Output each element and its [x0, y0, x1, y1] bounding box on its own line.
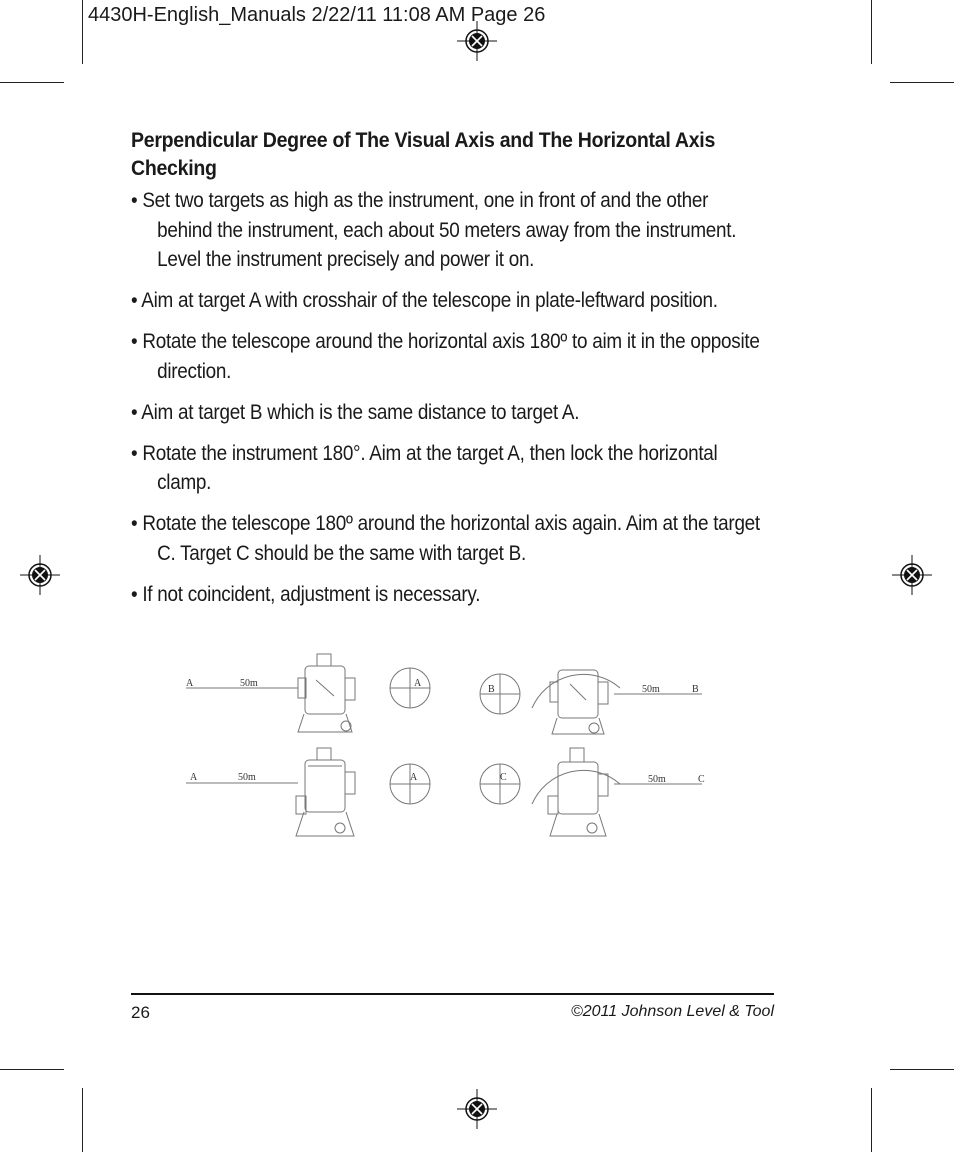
- instrument-illustration: [296, 748, 355, 836]
- crop-mark: [890, 1069, 954, 1070]
- list-item: • Aim at target A with crosshair of the telescope in plate-leftward position.: [131, 289, 718, 312]
- instruction-list: [131, 186, 761, 621]
- list-item: • Rotate the instrument 180°. Aim at the target A, then lock the horizontal clamp.: [131, 441, 718, 494]
- list-item: • Set two targets as high as the instrument, one in front of and the other behind the instrument, each about 50 meters away from the instrument. Level the instrument precisely and power it on.: [131, 189, 737, 271]
- reticle-label: B: [488, 684, 495, 695]
- crop-mark: [0, 82, 64, 83]
- page-number: 26: [131, 1003, 150, 1022]
- footer-rule: [131, 993, 774, 995]
- copyright-notice: ©2011 Johnson Level & Tool: [570, 1003, 774, 1020]
- instrument-illustration: [548, 748, 608, 836]
- crop-mark: [82, 0, 83, 64]
- crop-mark: [0, 1069, 64, 1070]
- list-item: • If not coincident, adjustment is necessary.: [131, 582, 481, 606]
- reticle-label: C: [500, 772, 507, 783]
- reticle-label: A: [414, 678, 422, 689]
- instrument-illustration: [298, 654, 355, 732]
- list-item: • Rotate the telescope around the horizontal axis 180º to aim it in the opposite direction.: [131, 330, 760, 383]
- list-item: • Aim at target B which is the same distance to target A.: [131, 400, 580, 424]
- crop-mark: [871, 0, 872, 64]
- target-label: C: [698, 774, 705, 785]
- distance-label: 50m: [642, 684, 660, 695]
- target-label: A: [190, 772, 198, 783]
- target-label: A: [186, 678, 194, 689]
- registration-mark-icon: [892, 555, 932, 595]
- reticle-label: A: [410, 772, 418, 783]
- print-slug: 4430H-English_Manuals 2/22/11 11:08 AM Page 26: [88, 4, 546, 26]
- distance-label: 50m: [648, 774, 666, 785]
- distance-label: 50m: [238, 772, 256, 783]
- crop-mark: [82, 1088, 83, 1152]
- crop-mark: [890, 82, 954, 83]
- distance-label: 50m: [240, 678, 258, 689]
- target-label: B: [692, 684, 699, 695]
- registration-mark-icon: [457, 21, 497, 61]
- section-heading: Perpendicular Degree of The Visual Axis and The Horizontal Axis Checking: [131, 129, 716, 180]
- instrument-diagram: [180, 648, 720, 848]
- list-item: • Rotate the telescope 180º around the horizontal axis again. Aim at the target C. Target C should be the same with target B.: [131, 512, 760, 565]
- crop-mark: [871, 1088, 872, 1152]
- registration-mark-icon: [20, 555, 60, 595]
- registration-mark-icon: [457, 1089, 497, 1129]
